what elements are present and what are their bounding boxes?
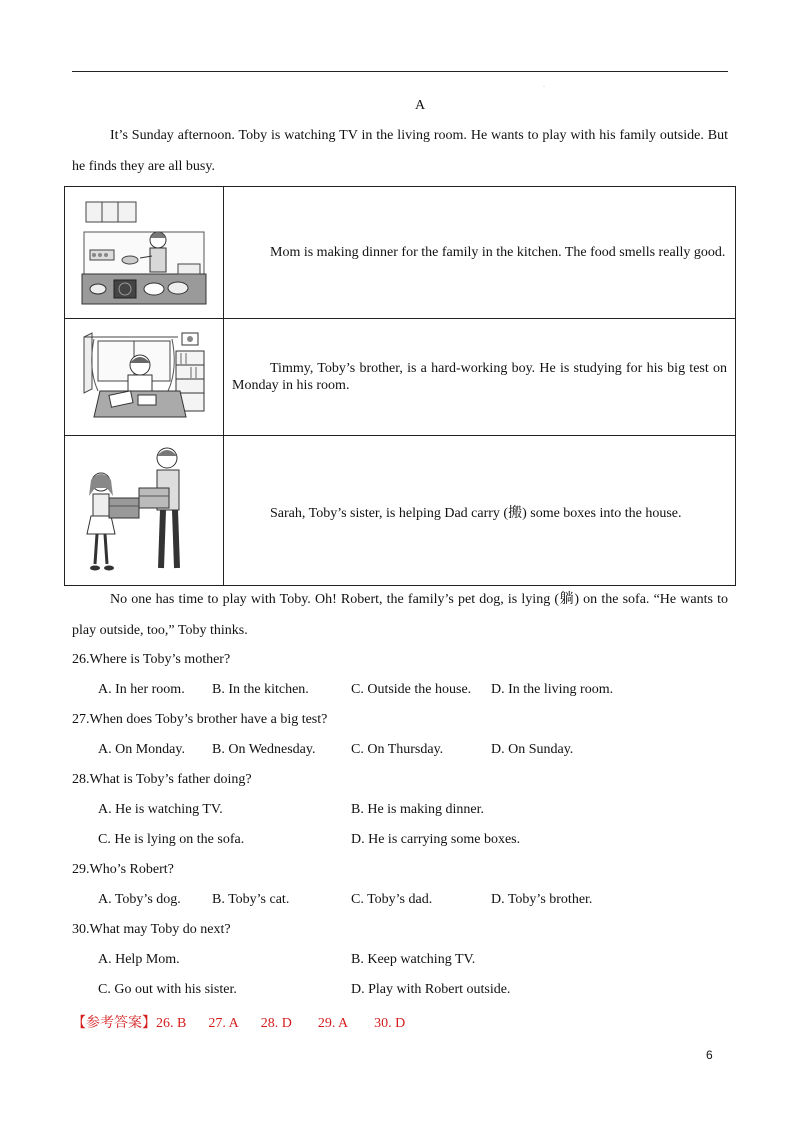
picture-cell — [65, 319, 224, 436]
section-title: A — [414, 98, 426, 113]
question-26 — [72, 652, 230, 668]
table-row — [65, 187, 736, 319]
intro-paragraph — [72, 120, 728, 182]
option-d: D. Play with Robert outside. — [351, 982, 511, 997]
question-27 — [72, 712, 327, 728]
question-number: 26. — [72, 652, 90, 667]
option-b: B. Toby’s cat. — [212, 892, 290, 907]
option-a: A. In her room. — [98, 682, 185, 697]
answer-item: 26. B — [156, 1016, 187, 1031]
answer-item: 28. D — [260, 1016, 292, 1031]
question-number: 27. — [72, 712, 90, 727]
girl-and-dad-carrying-boxes-illustration — [79, 444, 209, 578]
option-a: A. On Monday. — [98, 742, 185, 757]
option-d: D. In the living room. — [491, 682, 614, 697]
question-text: Who’s Robert? — [89, 862, 174, 877]
table-row — [65, 319, 736, 436]
option-c: C. Go out with his sister. — [98, 982, 237, 997]
header-rule — [72, 71, 728, 72]
option-b: B. On Wednesday. — [212, 742, 316, 757]
picture-cell — [65, 436, 224, 586]
option-b: B. Keep watching TV. — [351, 952, 476, 967]
option-c: C. Toby’s dad. — [351, 892, 433, 907]
text-cell — [224, 187, 736, 319]
question-text: Where is Toby’s mother? — [89, 652, 231, 667]
closing-paragraph — [72, 584, 728, 646]
question-number: 28. — [72, 772, 90, 787]
story-table — [64, 186, 736, 586]
answer-item: 29. A — [317, 1016, 349, 1031]
option-d: D. On Sunday. — [491, 742, 574, 757]
question-text: When does Toby’s brother have a big test? — [89, 712, 328, 727]
question-number: 30. — [72, 922, 90, 937]
answer-key-label: 【参考答案】 — [72, 1016, 156, 1031]
page-number: 6 — [706, 1048, 713, 1062]
text-cell — [224, 319, 736, 436]
boy-studying-illustration — [80, 329, 208, 425]
option-a: A. He is watching TV. — [98, 802, 223, 817]
intro-text: It’s Sunday afternoon. Toby is watching TV in the living room. He wants to play with his family outside. But he finds they are all busy. — [72, 128, 728, 174]
picture-cell — [65, 187, 224, 319]
answer-key — [72, 1012, 405, 1032]
question-text: What may Toby do next? — [89, 922, 231, 937]
option-a: A. Toby’s dog. — [98, 892, 181, 907]
mom-cooking-illustration — [80, 198, 208, 308]
option-d: D. He is carrying some boxes. — [351, 832, 521, 847]
question-number: 29. — [72, 862, 90, 877]
row-text: Sarah, Toby’s sister, is helping Dad carry (搬) some boxes into the house. — [270, 506, 682, 521]
question-30 — [72, 922, 231, 938]
answer-item: 27. A — [208, 1016, 239, 1031]
table-row — [65, 436, 736, 586]
option-c: C. Outside the house. — [351, 682, 472, 697]
option-c: C. On Thursday. — [351, 742, 444, 757]
option-d: D. Toby’s brother. — [491, 892, 593, 907]
option-b: B. He is making dinner. — [351, 802, 484, 817]
option-a: A. Help Mom. — [98, 952, 180, 967]
option-b: B. In the kitchen. — [212, 682, 309, 697]
closing-text: No one has time to play with Toby. Oh! Robert, the family’s pet dog, is lying (躺) on the sofa. “He wants to play outside, too,” Toby thinks. — [72, 592, 728, 638]
row-text: Timmy, Toby’s brother, is a hard-working boy. He is studying for his big test on Monday in his room. — [232, 361, 727, 393]
header-dot: · — [543, 84, 545, 90]
question-29 — [72, 862, 174, 878]
row-text: Mom is making dinner for the family in the kitchen. The food smells really good. — [270, 245, 726, 260]
answer-item: 30. D — [374, 1016, 406, 1031]
option-c: C. He is lying on the sofa. — [98, 832, 245, 847]
question-28 — [72, 772, 252, 788]
text-cell — [224, 436, 736, 586]
question-text: What is Toby’s father doing? — [89, 772, 252, 787]
